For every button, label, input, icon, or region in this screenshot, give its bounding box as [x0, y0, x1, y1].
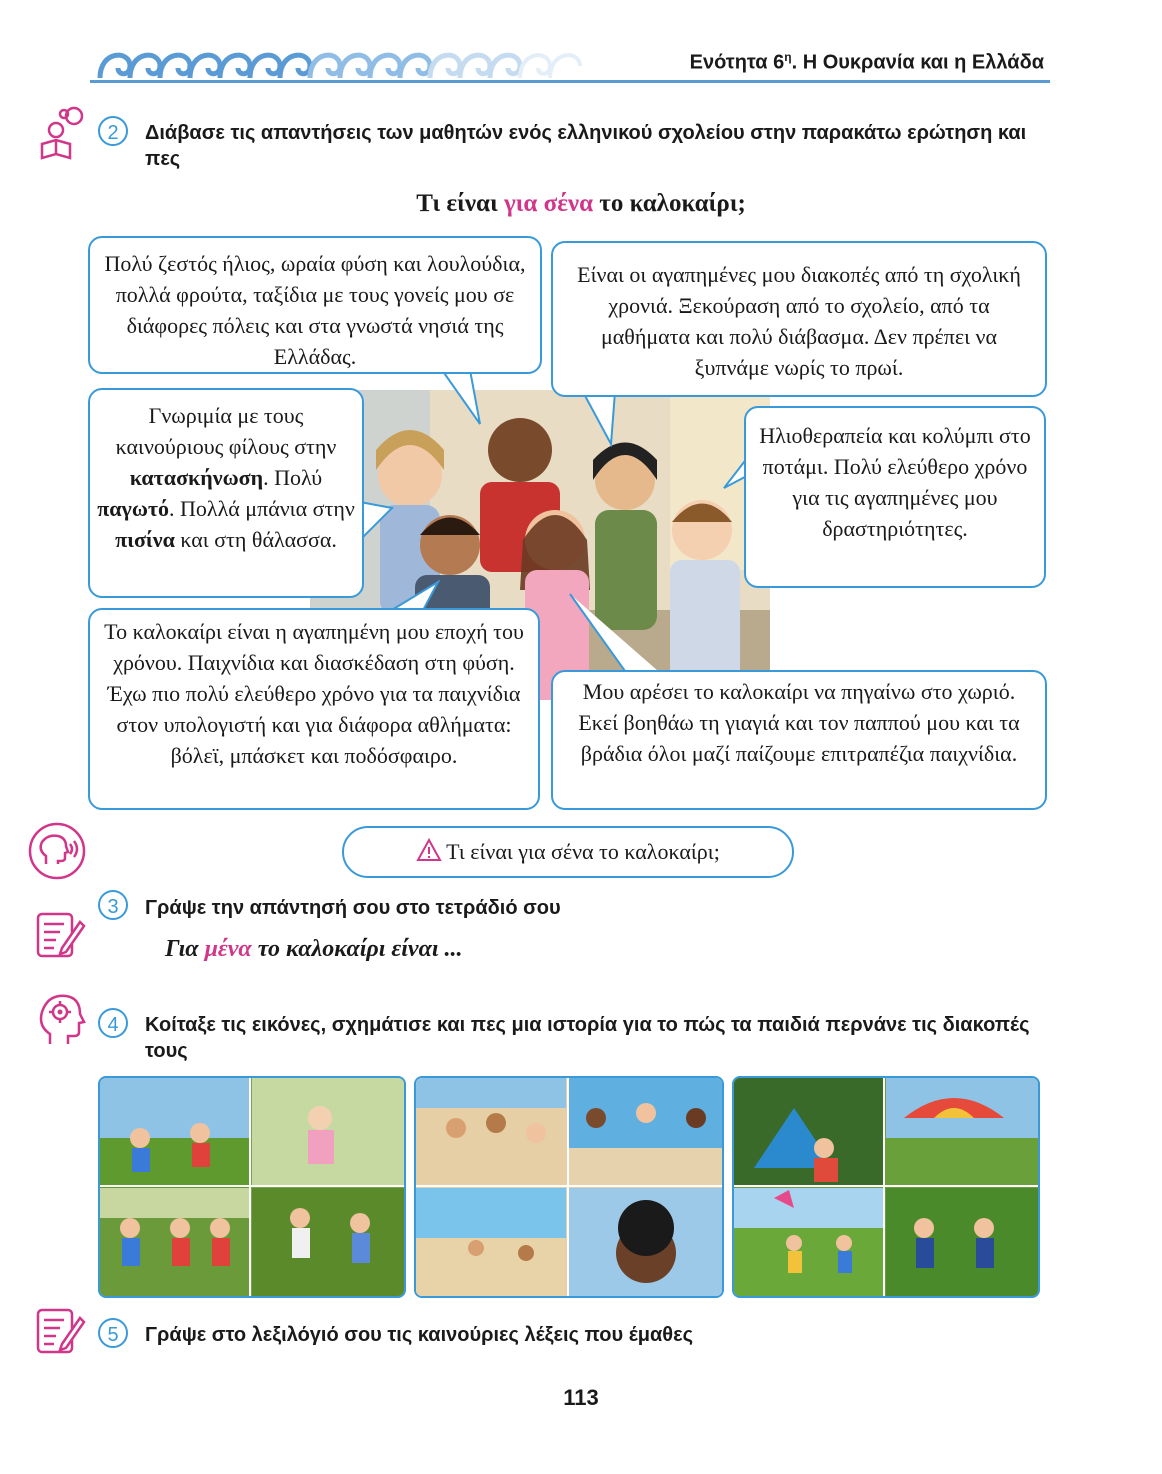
page-number: 113: [563, 1385, 599, 1410]
reading-child-icon: [36, 104, 92, 160]
greek-wave-ornament: [90, 40, 650, 84]
answer-bubble-5: Το καλοκαίρι είναι η αγαπημένη μου εποχή του χρόνου. Παιχνίδια και διασκέδαση στη φύση. Έχω πιο πολύ ελεύθερο χρόνο για τα παιχνίδια στον υπολογιστή και για διάφορα αθλήματα: βόλεϊ, μπάσκετ και ποδόσφαιρο.: [88, 608, 540, 810]
main-question: Τι είναι για σένα το καλοκαίρι;: [416, 190, 746, 217]
exercise-3-instruction: Γράψε την απάντησή σου στο τετράδιό σου: [145, 897, 561, 919]
sample-answer: Για μένα το καλοκαίρι είναι ...: [165, 936, 463, 962]
exercise-number-3: 3: [98, 890, 128, 920]
answer-bubble-2: Είναι οι αγαπημένες μου διακοπές από τη σχολική χρονιά. Ξεκούραση από το σχολείο, από τα μαθήματα και πολύ διάβασμα. Δεν πρέπει να ξυπνάμε νωρίς το πρωί.: [551, 241, 1047, 397]
exercise-number-4: 4: [98, 1008, 128, 1038]
exercise-5-instruction: Γράψε στο λεξιλόγιό σου τις καινούριες λέξεις που έμαθες: [145, 1324, 693, 1346]
thinking-head-icon: [36, 990, 86, 1046]
answer-bubble-1: Πολύ ζεστός ήλιος, ωραία φύση και λουλούδια, πολλά φρούτα, ταξίδια με τους γονείς μου σε διάφορες πόλεις και στα γνωστά νησιά της Ελλάδας.: [88, 236, 542, 374]
header-divider: [90, 80, 1050, 83]
exercise-number-2: 2: [98, 116, 128, 146]
bubble-6-tail: [566, 590, 676, 680]
bubble-1-tail: [440, 368, 490, 428]
speak-prompt-box: Τι είναι για σένα το καλοκαίρι;: [342, 826, 794, 878]
unit-title: Ενότητα $6^\eta$. Η Ουκρανία και η Ελλάδα: [689, 50, 1044, 74]
writing-pad-icon: [34, 1306, 86, 1358]
answer-bubble-3: Γνωριμία με τους καινούριους φίλους στην κατασκήνωση. Πολύ παγωτό. Πολλά μπάνια στην πισίνα και στη θάλασσα.: [88, 388, 364, 598]
photo-collage-camping: [732, 1076, 1040, 1298]
writing-pad-icon: [34, 910, 86, 962]
exercise-number-5: 5: [98, 1318, 128, 1348]
bubble-2-tail: [575, 390, 625, 450]
photo-collage-beach: [414, 1076, 724, 1298]
photo-collage-outdoor-play: [98, 1076, 406, 1298]
speaking-head-icon: [28, 822, 86, 880]
exercise-4-instruction: Κοίταξε τις εικόνες, σχημάτισε και πες μια ιστορία για το πώς τα παιδιά περνάνε τις διακοπές τους: [145, 1014, 1030, 1062]
answer-bubble-4: Ηλιοθεραπεία και κολύμπι στο ποτάμι. Πολύ ελεύθερο χρόνο για τις αγαπημένες μου δραστηριότητες.: [744, 406, 1046, 588]
warning-triangle-icon: [416, 838, 442, 862]
exercise-2-instruction: Διάβασε τις απαντήσεις των μαθητών ενός ελληνικού σχολείου στην παρακάτω ερώτηση και πες: [145, 122, 1027, 170]
answer-bubble-6: Μου αρέσει το καλοκαίρι να πηγαίνω στο χωριό. Εκεί βοηθάω τη γιαγιά και τον παππού μου και τα βράδια όλοι μαζί παίζουμε επιτραπέζια παιχνίδια.: [551, 670, 1047, 810]
